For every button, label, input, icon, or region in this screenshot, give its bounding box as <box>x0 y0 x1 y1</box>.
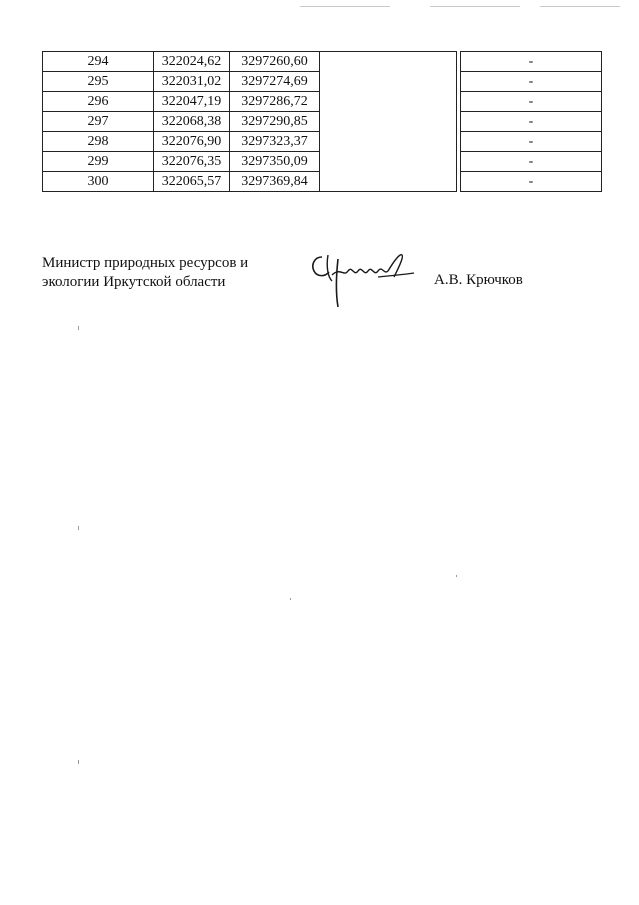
scan-artifact <box>430 6 520 7</box>
x-coordinate-cell: 322076,35 <box>154 152 230 172</box>
point-number-cell: 299 <box>43 152 154 172</box>
scan-artifact <box>540 6 620 7</box>
position-line-2: экологии Иркутской области <box>42 274 226 290</box>
y-coordinate-cell: 3297369,84 <box>230 172 320 192</box>
point-number-cell: 296 <box>43 92 154 112</box>
scan-speck <box>78 760 79 764</box>
empty-merged-cell <box>320 52 457 192</box>
scan-speck <box>78 326 79 330</box>
x-coordinate-cell: 322065,57 <box>154 172 230 192</box>
x-coordinate-cell: 322024,62 <box>154 52 230 72</box>
x-coordinate-cell: 322068,38 <box>154 112 230 132</box>
handwritten-signature-icon <box>308 247 418 311</box>
scan-speck <box>78 526 79 530</box>
note-cell: - <box>461 72 602 92</box>
y-coordinate-cell: 3297260,60 <box>230 52 320 72</box>
coordinates-table-body <box>43 52 602 192</box>
position-line-1: Министр природных ресурсов и <box>42 255 249 271</box>
note-cell: - <box>461 92 602 112</box>
coordinates-table <box>42 51 602 192</box>
scan-speck <box>456 575 457 577</box>
point-number-cell: 300 <box>43 172 154 192</box>
table-row <box>43 52 602 72</box>
note-cell: - <box>461 172 602 192</box>
y-coordinate-cell: 3297274,69 <box>230 72 320 92</box>
y-coordinate-cell: 3297286,72 <box>230 92 320 112</box>
note-cell: - <box>461 112 602 132</box>
y-coordinate-cell: 3297323,37 <box>230 132 320 152</box>
signatory-position <box>42 254 248 292</box>
note-cell: - <box>461 152 602 172</box>
x-coordinate-cell: 322047,19 <box>154 92 230 112</box>
y-coordinate-cell: 3297290,85 <box>230 112 320 132</box>
scan-artifact <box>300 6 390 7</box>
point-number-cell: 294 <box>43 52 154 72</box>
scan-speck <box>290 598 291 600</box>
point-number-cell: 295 <box>43 72 154 92</box>
x-coordinate-cell: 322031,02 <box>154 72 230 92</box>
point-number-cell: 297 <box>43 112 154 132</box>
note-cell: - <box>461 52 602 72</box>
signer-name: А.В. Крючков <box>434 272 523 288</box>
point-number-cell: 298 <box>43 132 154 152</box>
x-coordinate-cell: 322076,90 <box>154 132 230 152</box>
note-cell: - <box>461 132 602 152</box>
y-coordinate-cell: 3297350,09 <box>230 152 320 172</box>
